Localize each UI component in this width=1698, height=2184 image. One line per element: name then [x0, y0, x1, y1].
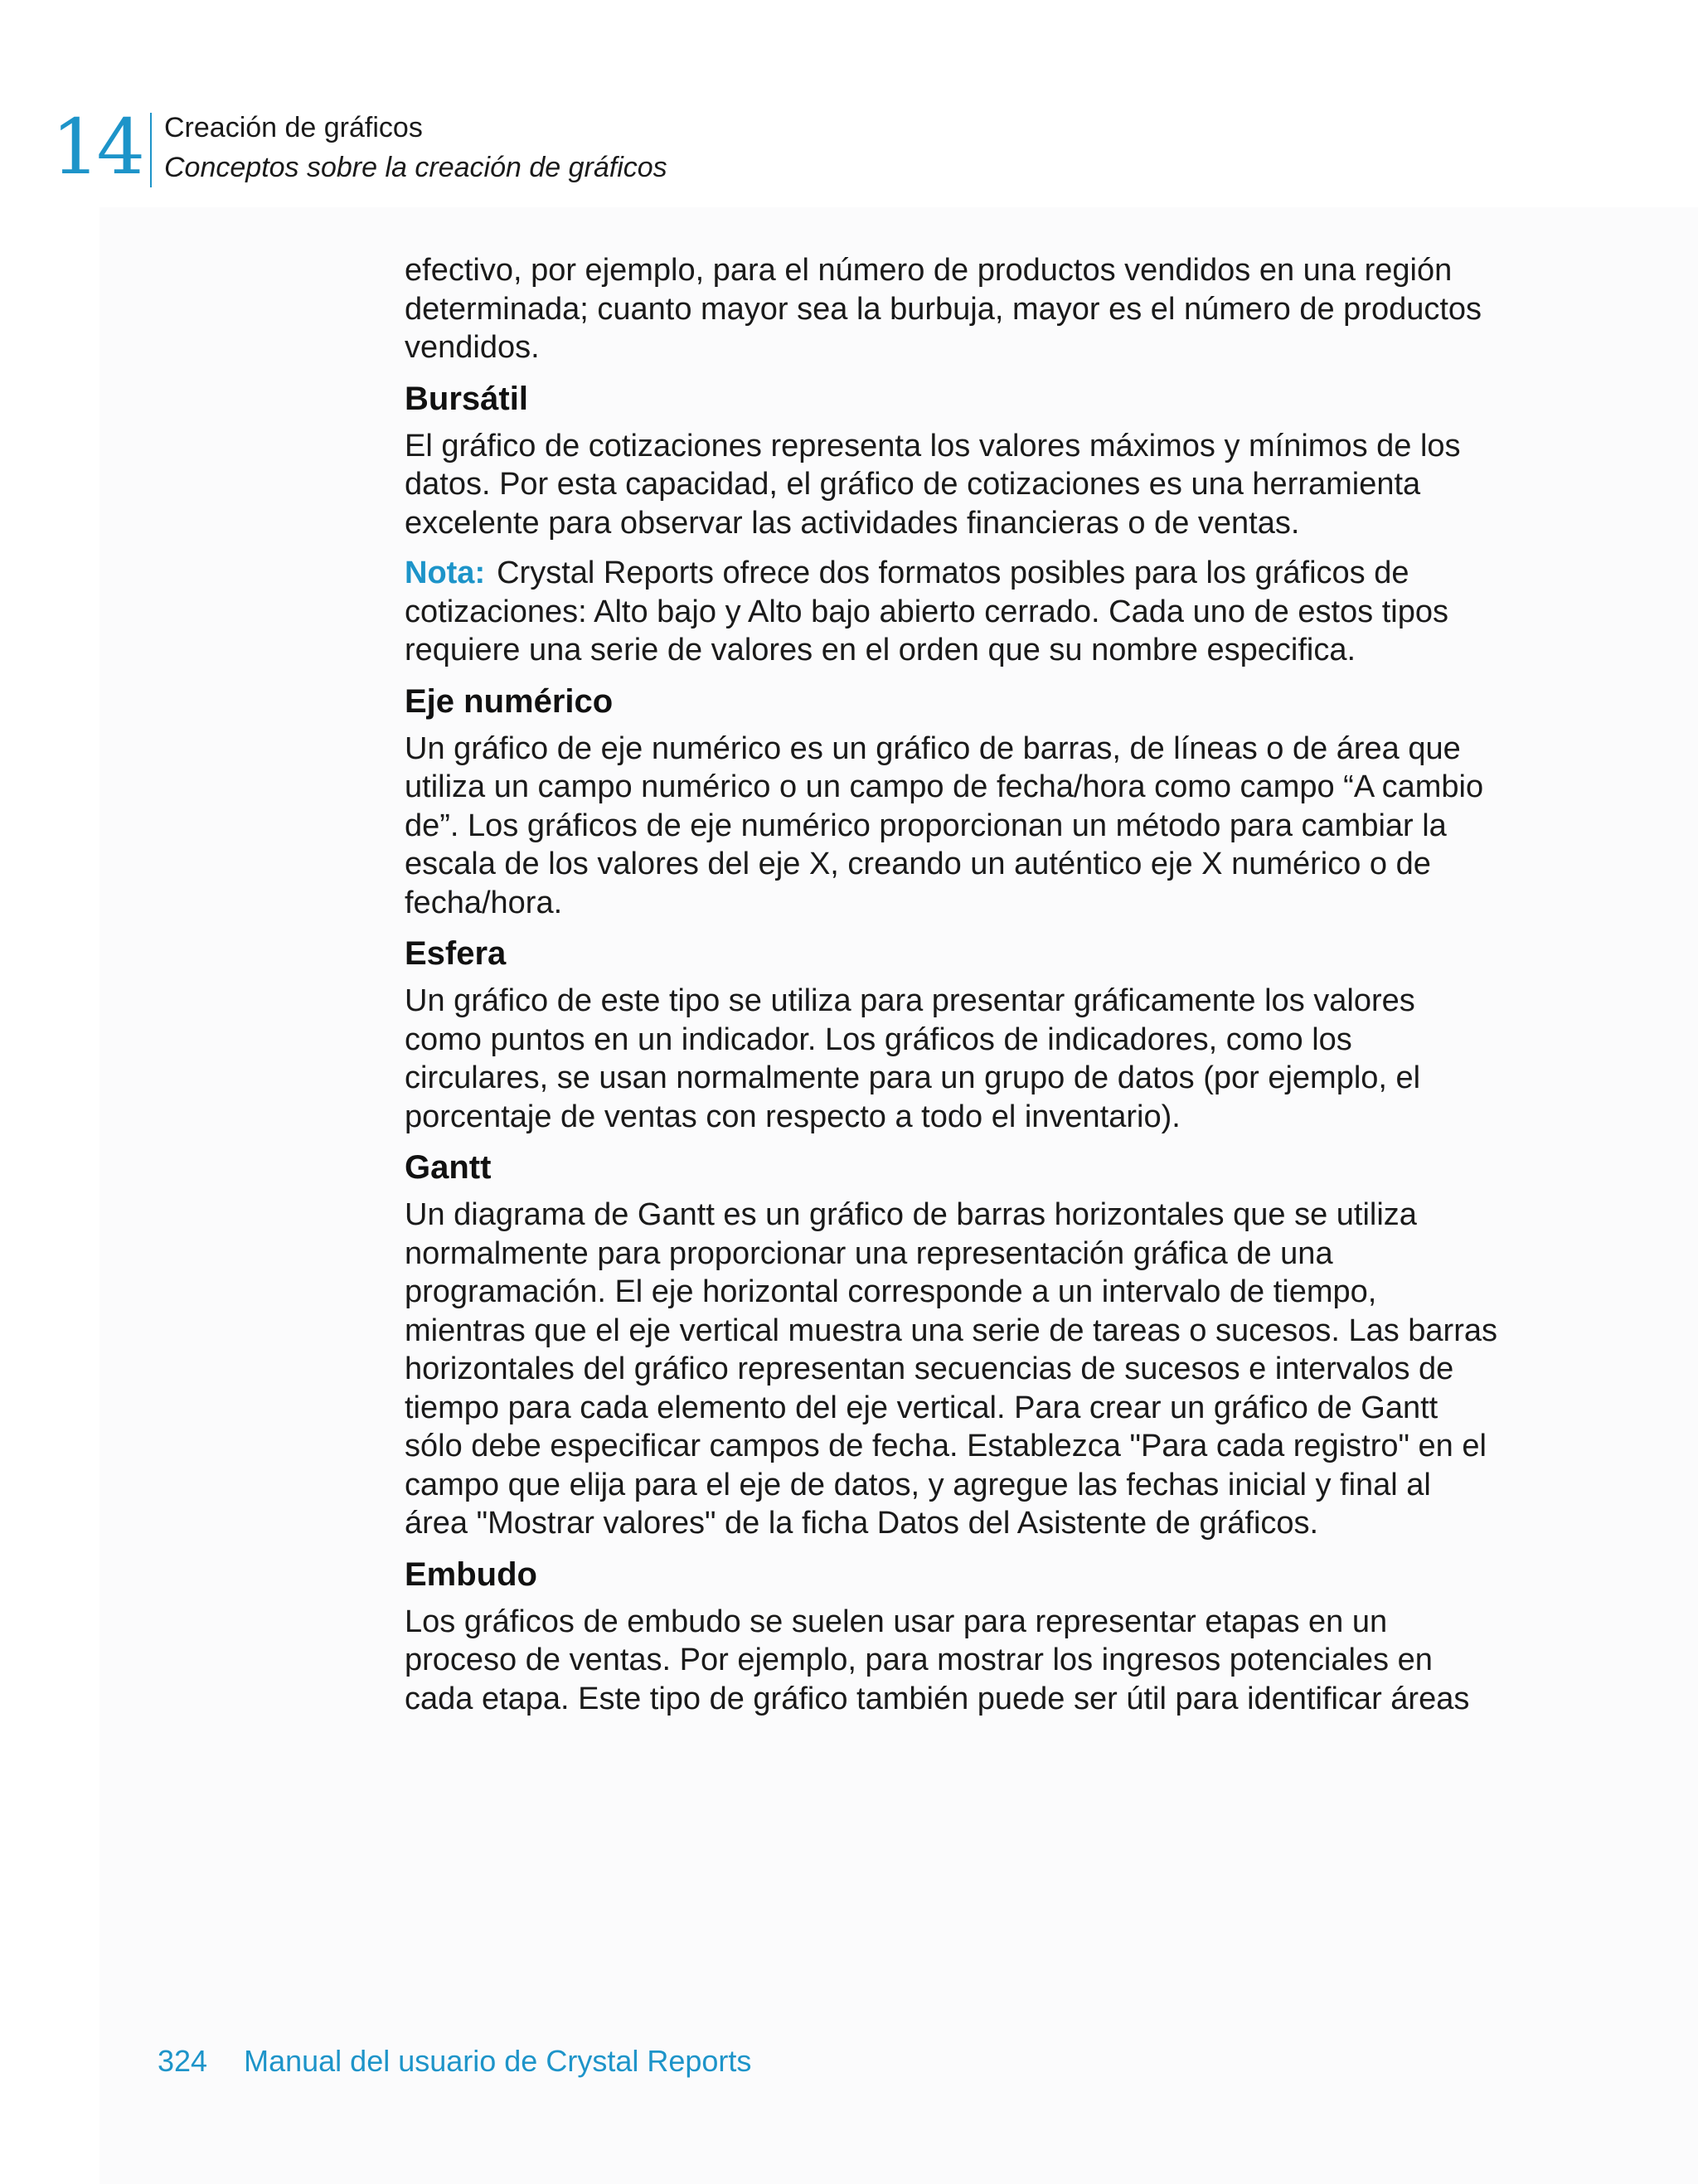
page-number: 324	[158, 2044, 208, 2078]
book-title: Manual del usuario de Crystal Reports	[244, 2044, 752, 2078]
note-label: Nota:	[405, 556, 486, 590]
page-header	[51, 103, 798, 192]
paragraph-esfera: Un gráfico de este tipo se utiliza para presentar gráficamente los valores como puntos en un indicador. Los gráficos de indicadores, como los circulares, se usan normalmente para un grupo de datos (por ejemplo, el porcentaje de ventas con respecto a todo el inventario).	[405, 983, 1421, 1134]
paragraph-bursatil: El gráfico de cotizaciones representa los valores máximos y mínimos de los datos. Por esta capacidad, el gráfico de cotizaciones es una herramienta excelente para observar las actividades financieras o de ventas.	[405, 428, 1461, 541]
header-divider	[150, 113, 152, 187]
page-footer	[158, 2043, 751, 2080]
body-content	[405, 251, 1499, 1730]
heading-gantt: Gantt	[405, 1149, 492, 1186]
chapter-title: Creación de gráficos	[164, 112, 423, 143]
paragraph-eje-numerico: Un gráfico de eje numérico es un gráfico de barras, de líneas o de área que utiliza un campo numérico o un campo de fecha/hora como campo “A cambio de”. Los gráficos de eje numérico proporcionan un método para cambiar la escala de los valores del eje X, creando un auténtico eje X numérico o de fecha/hora.	[405, 730, 1484, 920]
heading-bursatil: Bursátil	[405, 380, 528, 417]
paragraph-embudo: Los gráficos de embudo se suelen usar para representar etapas en un proceso de ventas. Por ejemplo, para mostrar los ingresos potenciales en cada etapa. Este tipo de gráfico también puede ser útil para identificar áreas	[405, 1604, 1470, 1716]
chapter-number: 14	[51, 103, 143, 192]
note-paragraph	[405, 554, 1499, 670]
heading-esfera: Esfera	[405, 935, 507, 972]
heading-embudo: Embudo	[405, 1555, 537, 1593]
section-title: Conceptos sobre la creación de gráficos	[164, 152, 667, 183]
heading-eje-numerico: Eje numérico	[405, 682, 614, 720]
intro-paragraph: efectivo, por ejemplo, para el número de productos vendidos en una región determinada; cuanto mayor sea la burbuja, mayor es el número de productos vendidos.	[405, 253, 1482, 365]
paragraph-gantt: Un diagrama de Gantt es un gráfico de barras horizontales que se utiliza normalmente para proporcionar una representación gráfica de una programación. El eje horizontal corresponde a un intervalo de tiempo, mientras que el eje vertical muestra una serie de tareas o sucesos. Las barras horizontales del gráfico representan secuencias de sucesos e intervalos de tiempo para cada elemento del eje vertical. Para crear un gráfico de Gantt sólo debe especificar campos de fecha. Establezca "Para cada registro" en el campo que elija para el eje de datos, y agregue las fechas inicial y final al área "Mostrar valores" de la ficha Datos del Asistente de gráficos.	[405, 1197, 1497, 1541]
note-text: Crystal Reports ofrece dos formatos posibles para los gráficos de cotizaciones: Alto bajo y Alto bajo abierto cerrado. Cada uno de estos tipos requiere una serie de valores en el orden que su nombre especifica.	[405, 556, 1449, 667]
